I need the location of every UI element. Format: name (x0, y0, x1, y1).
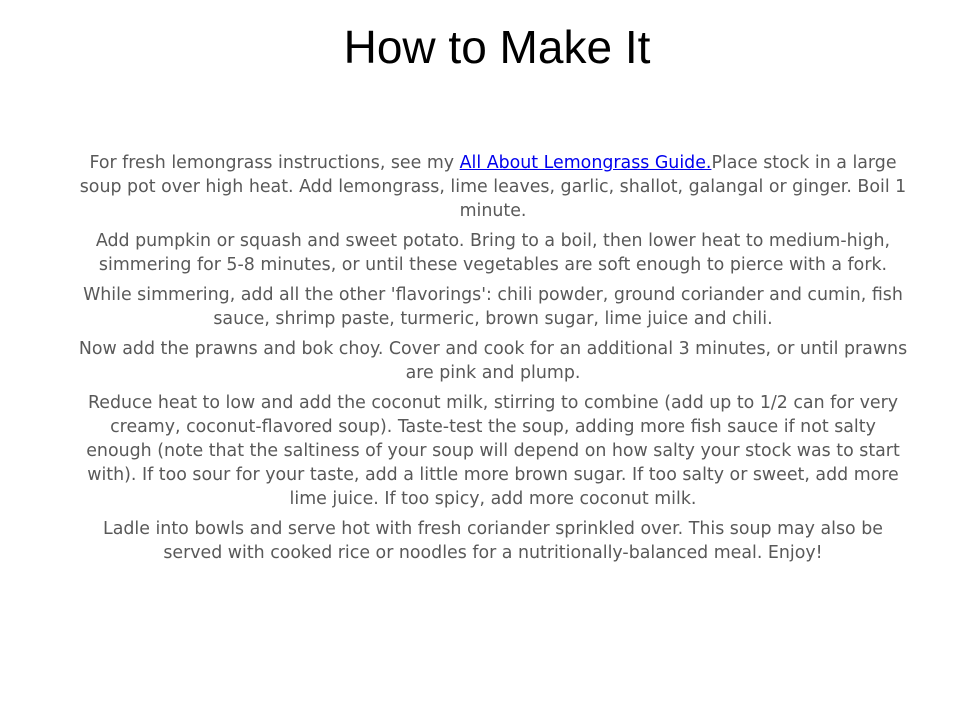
slide-title: How to Make It (343, 21, 651, 73)
instruction-step-1 (76, 151, 910, 223)
lemongrass-guide-link[interactable]: All About Lemongrass Guide. (459, 153, 712, 173)
step-1-text: Place stock in a large soup pot over high heat. Add lemongrass, lime leaves, garlic, shallot, galangal or ginger. Boil 1 minute. (79, 153, 907, 221)
instructions-body (76, 151, 910, 571)
step-1-intro-text: For fresh lemongrass instructions, see my (89, 153, 460, 173)
instruction-step-6: Ladle into bowls and serve hot with fresh coriander sprinkled over. This soup may also be served with cooked rice or noodles for a nutritionally-balanced meal. Enjoy! (103, 519, 883, 563)
instruction-step-4: Now add the prawns and bok choy. Cover and cook for an additional 3 minutes, or until prawns are pink and plump. (78, 339, 908, 383)
instruction-step-5: Reduce heat to low and add the coconut milk, stirring to combine (add up to 1/2 can for very creamy, coconut-flavored soup). Taste-test the soup, adding more fish sauce if not salty enough (note that the saltiness of your soup will depend on how salty your stock was to start with). If too sour for your taste, add a little more brown sugar. If too salty or sweet, add more lime juice. If too spicy, add more coconut milk. (86, 393, 900, 509)
instruction-step-3: While simmering, add all the other 'flavorings': chili powder, ground coriander and cumin, fish sauce, shrimp paste, turmeric, brown sugar, lime juice and chili. (83, 285, 903, 329)
instruction-step-2: Add pumpkin or squash and sweet potato. Bring to a boil, then lower heat to medium-high, simmering for 5-8 minutes, or until these vegetables are soft enough to pierce with a fork. (95, 231, 891, 275)
